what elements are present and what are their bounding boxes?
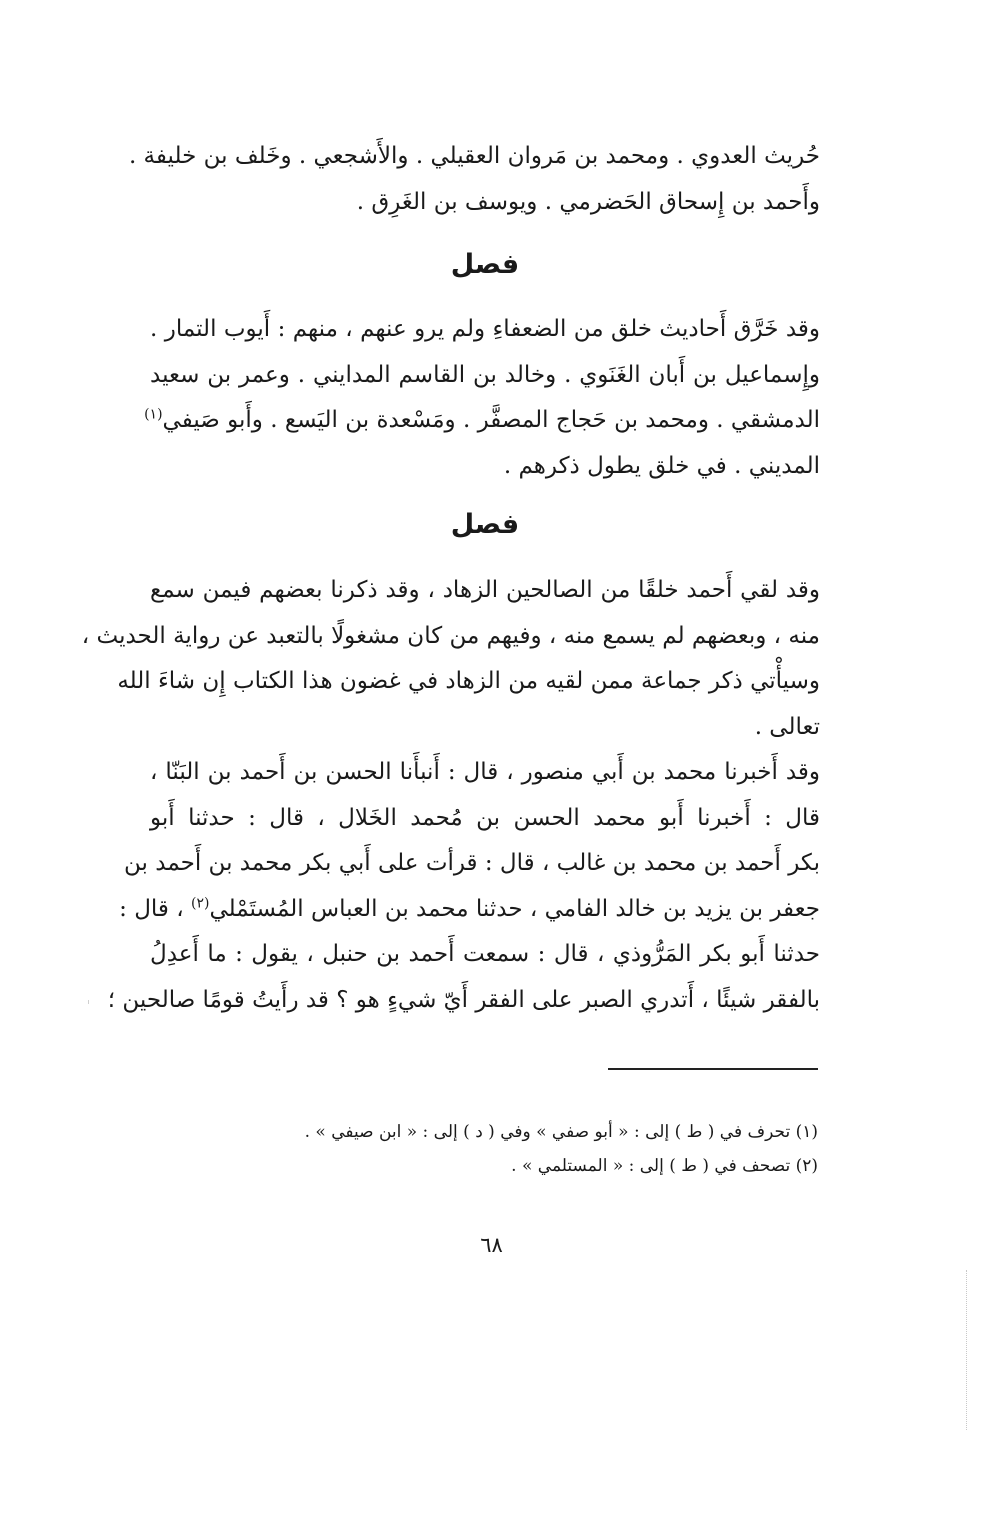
footnote-separator xyxy=(608,1068,818,1070)
section-heading: فصل xyxy=(450,509,520,540)
text-line: وقد خَرَّق أَحاديث خلق من الضعفاءِ ولم يرو عنهم ، منهم : أَيوب التمار . xyxy=(150,316,820,342)
text-line: منه ، وبعضهم لم يسمع منه ، وفيهم من كان مشغولًا بالتعبد عن رواية الحديث ، xyxy=(81,622,820,649)
text-line: قال : أَخبرنا أَبو محمد الحسن بن مُحمد الخَلال ، قال : حدثنا أَبو xyxy=(150,804,820,831)
scan-artifact xyxy=(88,1000,89,1004)
section-heading: فصل xyxy=(450,249,520,280)
footnote-2: (٢) تصحف في ( ط ) إلى : « المستلمي » . xyxy=(511,1156,818,1176)
text-line: وإِسماعيل بن أَبان الغَنَوي . وخالد بن القاسم المدايني . وعمر بن سعيد xyxy=(150,361,820,388)
text-line: وأَحمد بن إِسحاق الحَضرمي . ويوسف بن الغَرِق . xyxy=(356,188,820,215)
text-line xyxy=(119,887,820,933)
section-2-paragraph-2 xyxy=(107,750,820,1023)
footnotes xyxy=(300,1115,818,1183)
section-2-paragraph-1 xyxy=(81,568,820,750)
text-line: بكر أَحمد بن محمد بن غالب ، قال : قرأت على أَبي بكر محمد بن أَحمد بن xyxy=(124,850,820,876)
text-line: تعالى . xyxy=(754,713,820,740)
text-line: بالفقر شيئًا ، أَتدري الصبر على الفقر أَيّ شيءٍ هو ؟ قد رأَيتُ قومًا صالحين ؛ xyxy=(107,986,820,1013)
section-1-paragraph xyxy=(144,307,820,489)
footnote-1: (١) تحرف في ( ط ) إلى : « أبو صفي » وفي ( د ) إلى : « ابن صيفي » . xyxy=(304,1122,818,1142)
scan-artifact xyxy=(966,1270,969,1430)
intro-paragraph xyxy=(128,134,820,225)
text-line: حُريث العدوي . ومحمد بن مَروان العقيلي . والأَشجعي . وخَلف بن خليفة . xyxy=(128,143,820,169)
text-line: وقد أَخبرنا محمد بن أَبي منصور ، قال : أَنبأَنا الحسن بن أَحمد بن البَنّا ، xyxy=(150,759,820,785)
text-line: وقد لقي أَحمد خلقًا من الصالحين الزهاد ، وقد ذكرنا بعضهم فيمن سمع xyxy=(150,577,820,603)
footnote-marker-1: (١) xyxy=(144,406,163,423)
text-line: المديني . في خلق يطول ذكرهم . xyxy=(503,452,820,479)
text-line: حدثنا أَبو بكر المَرُّوذي ، قال : سمعت أَحمد بن حنبل ، يقول : ما أَعدِلُ xyxy=(150,941,820,967)
page-number: ٦٨ xyxy=(480,1233,503,1257)
footnote-marker-2: (٢) xyxy=(190,894,210,911)
line-tail: ، قال : xyxy=(119,895,184,922)
text-line xyxy=(144,398,820,444)
line-text: جعفر بن يزيد بن خالد الفامي ، حدثنا محمد بن العباس المُستَمْلي xyxy=(209,895,820,922)
line-text: الدمشقي . ومحمد بن حَجاج المصفَّر . ومَسْعدة بن اليَسع . وأَبو صَيفي xyxy=(162,407,820,433)
text-line: وسيأْتي ذكر جماعة ممن لقيه من الزهاد في غضون هذا الكتاب إِن شاءَ الله xyxy=(117,668,820,694)
